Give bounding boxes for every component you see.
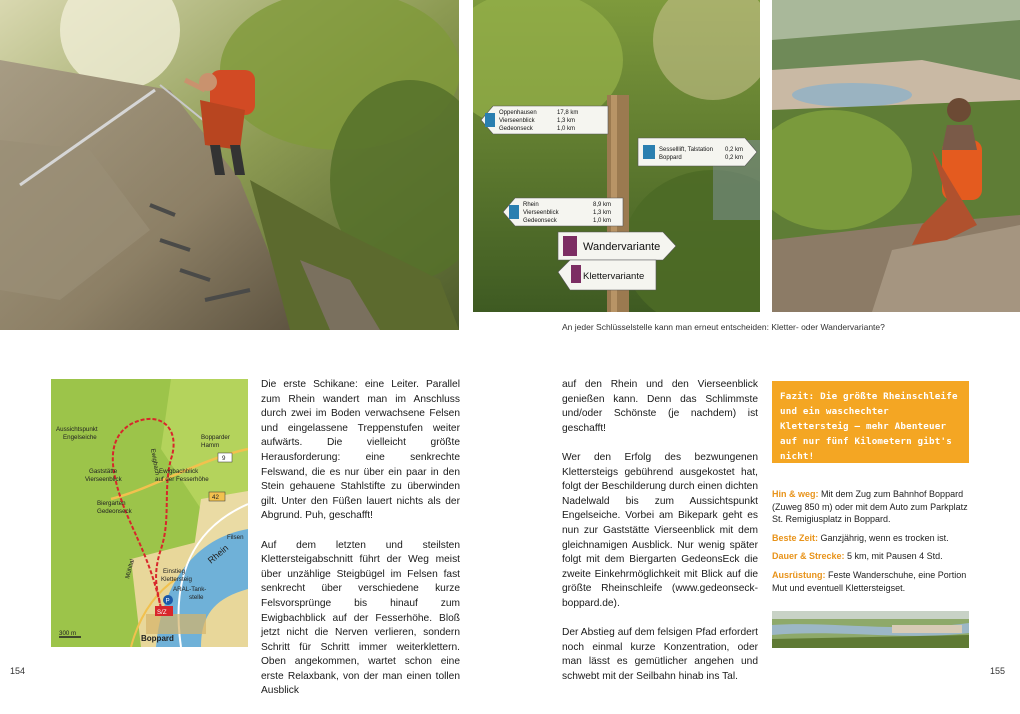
- sign3-line1: Rhein: [523, 202, 539, 208]
- label-filsen: Filsen: [227, 534, 244, 541]
- label-stelle: stelle: [189, 594, 204, 601]
- label-biergarten: Biergarten: [97, 500, 126, 507]
- label-gedeonseck: Gedeonseck: [97, 508, 132, 515]
- sign2-line1: Sesselllift, Talstation: [659, 147, 713, 153]
- signpost-photo: [473, 0, 760, 312]
- sign2-line2: Boppard: [659, 155, 682, 161]
- label-vierseenblick: Vierseenblick: [85, 476, 122, 483]
- label-boppard: Boppard: [141, 634, 174, 643]
- text-column-1: [261, 378, 460, 714]
- paragraph: Die erste Schikane: eine Leiter. Parallel zum Rhein wandert man im Anschluss durch zwei im Boden verwachsene Felsen und eingelassene Treppenstufen weiter aufwärts. Die vielleicht größte Herausforderung: eine senkrechte Felswand, die es nur über ein paar in den Stein gehauene Stahlstifte zu überwinden gilt. Unter den Füßen lauert nichts als der Abgrund. Puh, geschafft!: [261, 379, 460, 522]
- label-bopparder: Bopparder: [201, 434, 230, 441]
- info-value: Ganzjährig, wenn es trocken ist.: [818, 532, 949, 543]
- label-hamm: Hamm: [201, 442, 220, 449]
- photo-caption: An jeder Schlüsselstelle kann man erneut entscheiden: Kletter- oder Wandervariante?: [562, 322, 885, 332]
- road-42-label: 42: [212, 494, 219, 501]
- paragraph: auf den Rhein und den Vierseenblick genießen kann. Denn das Schlimmste und/oder Schönste (je nachdem) ist geschafft!: [562, 379, 758, 434]
- start-label: S/Z: [157, 609, 167, 616]
- sign5-label: Klettervariante: [583, 271, 645, 282]
- info-row-hin-weg: [772, 488, 972, 526]
- parking-icon: P: [165, 597, 170, 605]
- rhine-loop-photo: [772, 611, 969, 648]
- sign1-line3: Gedeonseck: [499, 126, 533, 132]
- scale-label: 300 m: [59, 630, 77, 637]
- info-value: 5 km, mit Pausen 4 Std.: [844, 551, 943, 562]
- sign1-dist3: 1,0 km: [557, 126, 576, 132]
- sign3-dist3: 1,0 km: [593, 218, 612, 224]
- sign2-dist2: 0,2 km: [725, 155, 744, 161]
- sign1-dist2: 1,3 km: [557, 118, 576, 124]
- paragraph: Auf dem letzten und steilsten Klettersteigabschnitt führt der Weg meist über unzählige Steigbügel im Felsen fast senkrecht über verschiedene kurze Felsvorsprünge bis hinauf zum Ewigbachblick auf der Fesserhöhe. Bloß jetzt nicht die Nerven verlieren, sondern Schritt für Schritt immer weiterklettern. Oben angekommen, wartet schon eine erste Relaxbank, von der man einen tollen Ausblick: [261, 539, 460, 697]
- sign1-line2: Vierseenblick: [499, 118, 535, 124]
- label-aussichtspunkt: Aussichtspunkt: [56, 426, 98, 433]
- info-key: Ausrüstung:: [772, 569, 826, 580]
- sign1-line1: Oppenhausen: [499, 110, 537, 116]
- label-gaststaette: Gaststätte: [89, 468, 118, 475]
- info-key: Hin & weg:: [772, 489, 819, 499]
- paragraph: Der Abstieg auf dem felsigen Pfad erfordert noch einmal kurze Konzentration, oder man lässt es gemütlicher angehen und schwebt mit der Seilbahn hinab ins Tal.: [562, 627, 758, 682]
- label-ewigbach: Ewigbach: [149, 448, 161, 476]
- label-ewigbachblick: Ewigbachblick: [159, 468, 199, 475]
- text-column-2: [562, 378, 758, 699]
- road-9-label: 9: [222, 455, 226, 462]
- info-key: Beste Zeit:: [772, 532, 819, 543]
- sign4-label: Wandervariante: [583, 241, 661, 253]
- label-rhein: Rhein: [205, 542, 231, 566]
- label-muehltal: Mühltal: [124, 558, 137, 580]
- sign2-dist1: 0,2 km: [725, 147, 744, 153]
- paragraph: Wer den Erfolg des bezwungenen Klettersteigs gebührend ausgekostet hat, folgt der Beschilderung durch einen dichten Nadelwald bis zum Aussichtspunkt Engelseiche. Vorbei am Bikepark geht es nun zur Gaststätte Vierseenblick mit dem gleichnamigen Ausblick. Nur wenig später folgt mit dem Biergarten GedeonsEck die zweite Einkehrmöglichkeit mit Blick auf die größte Rheinschleife (www.gedeonseck-boppard.de).: [562, 451, 758, 609]
- label-aral: ARAL-Tank-: [173, 586, 207, 593]
- sign1-dist1: 17,8 km: [557, 110, 579, 116]
- info-key: Dauer & Strecke:: [772, 551, 845, 562]
- sign3-line2: Vierseenblick: [523, 210, 559, 216]
- info-block: [772, 488, 972, 600]
- fazit-box: Fazit: Die größte Rheinschleife und ein waschechter Klettersteig – mehr Abenteuer auf nur fünf Kilometern gibt's nicht!: [772, 381, 969, 463]
- climber-ladder-photo: [0, 0, 459, 330]
- label-engelseiche: Engelseiche: [63, 434, 97, 441]
- viewpoint-photo: [772, 0, 1020, 312]
- label-fesserhoehe: auf der Fesserhöhe: [155, 476, 209, 483]
- label-einstieg: Einstieg: [163, 568, 186, 575]
- sign3-dist2: 1,3 km: [593, 210, 612, 216]
- info-row-ausruestung: [772, 569, 972, 594]
- page-number-left: 154: [10, 666, 26, 676]
- page-number-right: 155: [990, 666, 1006, 676]
- route-map: [51, 379, 248, 647]
- sign3-line3: Gedeonseck: [523, 218, 557, 224]
- sign3-dist1: 8,9 km: [593, 202, 612, 208]
- label-klettersteig: Klettersteig: [161, 576, 192, 583]
- info-value: Mit dem Zug zum Bahnhof Boppard (Zuweg 850 m) oder mit dem Auto zum Parkplatz St. Remigiusplatz in Boppard.: [772, 489, 968, 525]
- info-row-beste-zeit: [772, 532, 972, 545]
- info-row-dauer: [772, 550, 972, 563]
- info-value: Feste Wanderschuhe, eine Portion Mut und eventuell Klettersteigset.: [772, 569, 967, 593]
